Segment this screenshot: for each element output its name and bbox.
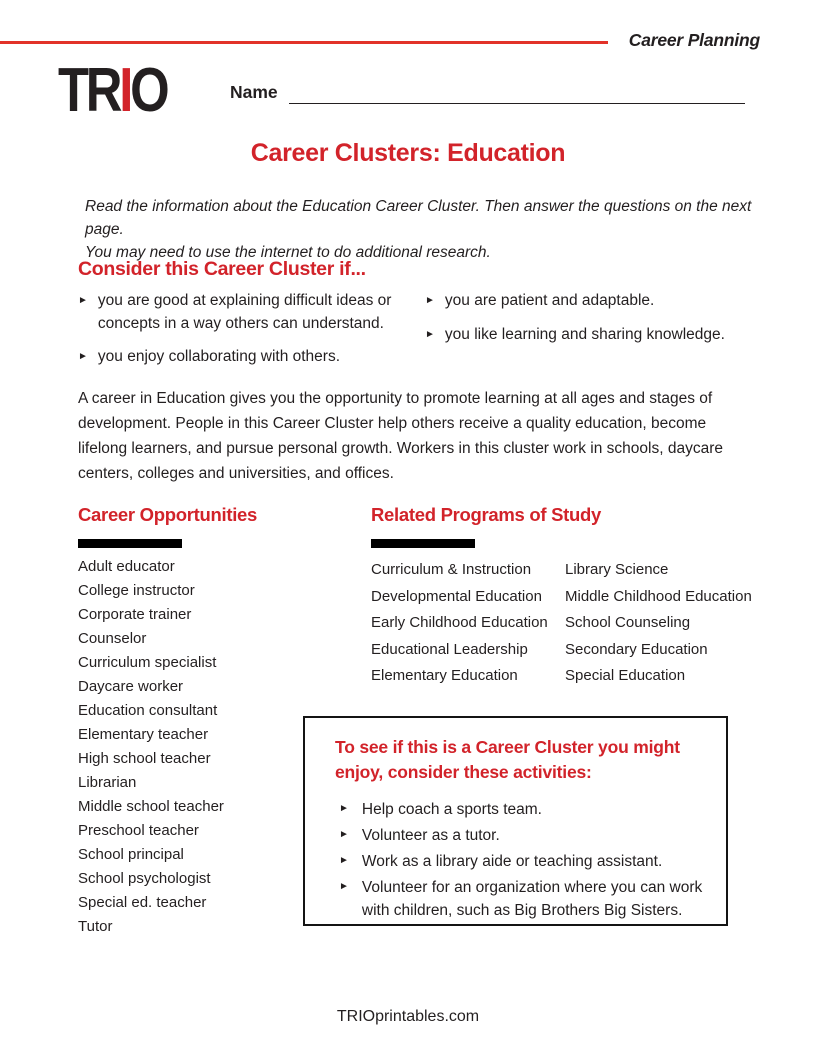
name-blank-line — [289, 103, 745, 104]
career-item: Librarian — [78, 774, 137, 791]
program-item: Middle Childhood Education — [565, 587, 752, 605]
activity-text: Work as a library aide or teaching assistant. — [361, 853, 663, 870]
activities-list — [339, 798, 720, 922]
career-item: Tutor — [78, 918, 113, 935]
career-opportunities-rule — [78, 539, 182, 548]
consider-bullet — [78, 346, 410, 369]
consider-bullets-right — [425, 290, 765, 357]
related-programs-rule — [371, 539, 475, 548]
bullet-text: you are patient and adaptable. — [444, 292, 655, 309]
bullet-text: you like learning and sharing knowledge. — [444, 325, 725, 343]
activities-box — [303, 716, 728, 926]
career-item: Special ed. teacher — [78, 894, 207, 911]
program-item: Special Education — [565, 667, 686, 685]
bullet-arrow-icon: ► — [425, 295, 435, 306]
career-item: Education consultant — [78, 702, 218, 719]
activity-text: Help coach a sports team. — [361, 801, 542, 818]
career-opportunities-heading: Career Opportunities — [78, 504, 258, 525]
footer-url: TRIOprintables.com — [336, 1008, 480, 1025]
consider-bullet — [78, 290, 410, 335]
trio-logo — [58, 56, 167, 125]
consider-bullet — [425, 290, 765, 313]
related-programs-heading: Related Programs of Study — [371, 504, 601, 525]
program-item: School Counseling — [565, 614, 691, 632]
consider-bullet — [425, 324, 765, 347]
career-opportunities-list — [78, 555, 224, 939]
career-item: School principal — [78, 846, 184, 863]
consider-heading: Consider this Career Cluster if... — [78, 258, 366, 280]
career-item: School psychologist — [78, 870, 211, 887]
logo-part-o: O — [130, 56, 167, 125]
career-item: Curriculum specialist — [78, 654, 217, 671]
header-rule — [0, 41, 608, 44]
activity-item — [339, 824, 720, 847]
program-item: Curriculum & Instruction — [371, 561, 532, 578]
related-programs-col2 — [565, 557, 752, 690]
header-label: Career Planning — [628, 30, 760, 50]
program-item: Elementary Education — [371, 667, 518, 685]
program-item: Educational Leadership — [371, 640, 528, 658]
career-item: Corporate trainer — [78, 606, 192, 623]
cluster-description: A career in Education gives you the opportunity to promote learning at all ages and stages of development. People in this Career Cluster help others receive a quality education, become lifelong learners, and pursue personal growth. Workers in this cluster work in schools, daycare centers, colleges and universities, and offices. — [78, 390, 723, 482]
program-item: Early Childhood Education — [371, 614, 548, 632]
bullet-arrow-icon: ► — [339, 829, 349, 840]
name-label: Name — [230, 82, 278, 102]
activities-heading-line2: enjoy, consider these activities: — [335, 761, 592, 782]
activity-text: Volunteer for an organization where you can work with children, such as Big Brothers Big Sisters. — [361, 879, 703, 919]
bullet-arrow-icon: ► — [425, 328, 435, 340]
page-title: Career Clusters: Education — [250, 139, 566, 167]
activity-text: Volunteer as a tutor. — [361, 827, 500, 844]
program-item: Secondary Education — [565, 640, 708, 658]
bullet-arrow-icon: ► — [339, 855, 349, 866]
logo-part-tr: TR — [58, 56, 120, 125]
activity-item — [339, 876, 720, 922]
career-item: High school teacher — [78, 750, 211, 767]
consider-bullets-left — [78, 290, 410, 380]
activities-heading — [335, 735, 706, 784]
intro-line-1: Read the information about the Education Career Cluster. Then answer the questions on the next page. — [85, 198, 752, 238]
bullet-arrow-icon: ► — [78, 295, 88, 306]
activity-item — [339, 850, 720, 873]
career-item: Daycare worker — [78, 678, 184, 695]
career-item: Middle school teacher — [78, 798, 224, 815]
bullet-text: you are good at explaining difficult ideas or concepts in a way others can understand. — [97, 292, 392, 332]
career-item: Adult educator — [78, 558, 175, 575]
bullet-arrow-icon: ► — [78, 351, 88, 362]
related-programs-col1 — [371, 557, 548, 690]
intro-line-2: You may need to use the internet to do additional research. — [85, 244, 491, 261]
intro-text — [85, 195, 775, 264]
activity-item — [339, 798, 720, 821]
program-item: Developmental Education — [371, 587, 542, 605]
career-item: College instructor — [78, 582, 195, 599]
program-item: Library Science — [565, 561, 669, 578]
career-item: Counselor — [78, 630, 147, 647]
bullet-text: you enjoy collaborating with others. — [97, 348, 341, 365]
career-item: Elementary teacher — [78, 726, 209, 743]
activities-heading-line1: To see if this is a Career Cluster you might — [335, 737, 680, 757]
logo-part-i: I — [119, 56, 131, 125]
bullet-arrow-icon: ► — [339, 803, 349, 814]
bullet-arrow-icon: ► — [339, 881, 349, 892]
career-item: Preschool teacher — [78, 822, 199, 839]
